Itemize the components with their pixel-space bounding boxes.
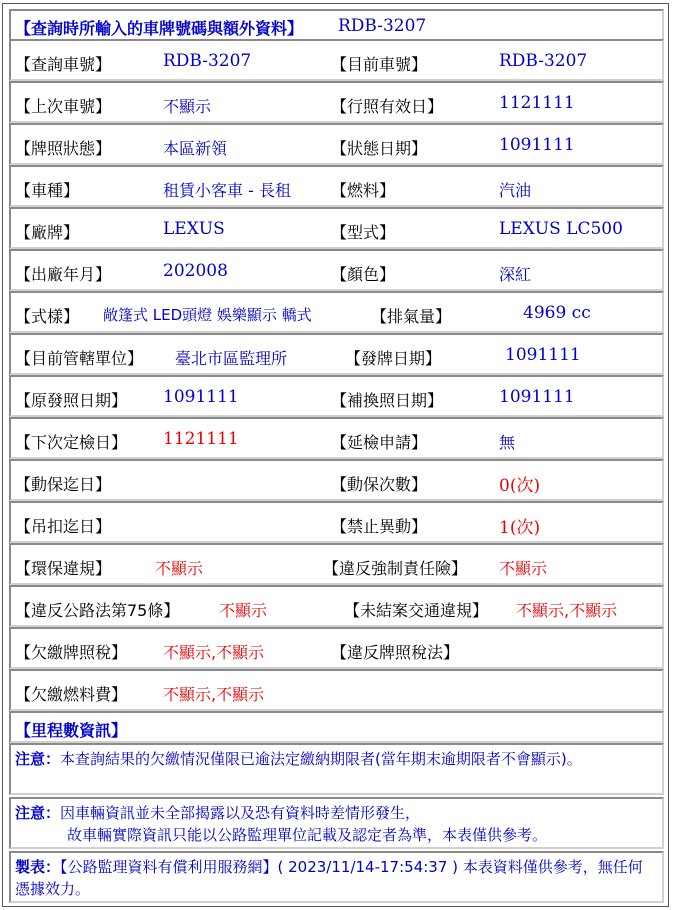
label-prev-plate: 【上次車號】 [15, 97, 112, 116]
value-style: 敞篷式 LED頭燈 娛樂顯示 轎式 [103, 306, 312, 324]
value-reissue-date: 1091111 [499, 387, 575, 407]
label-inspection-extension: 【延檢申請】 [331, 433, 428, 452]
value-inspection-extension: 無 [499, 433, 516, 452]
label-next-inspection: 【下次定檢日】 [15, 433, 128, 452]
report-footer [9, 851, 664, 903]
value-manufacture-date: 202008 [163, 261, 228, 281]
label-plate-status: 【牌照狀態】 [15, 139, 112, 158]
label-vehicle-type: 【車種】 [15, 181, 80, 200]
label-model: 【型式】 [331, 223, 396, 242]
footer-body: 【公路監理資料有償利用服務網】( 2023/11/14-17:54:37 ) 本表資料僅供參考，無任何憑據效力。 [15, 858, 643, 898]
label-unpaid-fuel-fee: 【欠繳燃料費】 [15, 685, 128, 704]
value-color: 深紅 [499, 265, 532, 284]
row-suspension [9, 501, 664, 543]
label-orig-issue-date: 【原發照日期】 [15, 391, 128, 410]
label-current-plate: 【目前車號】 [331, 55, 428, 74]
label-chattel-count: 【動保次數】 [331, 475, 428, 494]
header-title: 【查詢時所輸入的車牌號碼與額外資料】 [15, 19, 304, 38]
label-style: 【式樣】 [15, 307, 80, 326]
value-license-valid: 1121111 [499, 93, 575, 113]
value-current-plate: RDB-3207 [499, 51, 588, 71]
label-brand: 【廠牌】 [15, 223, 80, 242]
label-unpaid-plate-tax: 【欠繳牌照稅】 [15, 643, 128, 662]
value-prev-plate: 不顯示 [163, 97, 212, 116]
header-plate: RDB-3207 [338, 16, 427, 36]
label-highway-act-violation: 【違反公路法第75條】 [15, 601, 180, 620]
mileage-title: 【里程數資訊】 [15, 721, 128, 740]
label-suspension-end: 【吊扣迄日】 [15, 517, 112, 536]
label-color: 【顏色】 [331, 265, 396, 284]
row-prev-plate [9, 81, 664, 123]
note-overdue-key: 注意： [15, 750, 61, 768]
value-status-date: 1091111 [499, 135, 575, 155]
note-disclaimer-text [15, 802, 655, 846]
footer-key: 製表： [15, 858, 61, 876]
value-unpaid-fuel-fee: 不顯示,不顯示 [163, 685, 265, 704]
mileage-section [9, 711, 664, 743]
label-status-date: 【狀態日期】 [331, 139, 428, 158]
value-vehicle-type: 租賃小客車 - 長租 [163, 181, 291, 200]
row-manufacture [9, 249, 664, 291]
label-unsettled-traffic: 【未結案交通違規】 [344, 601, 489, 620]
row-plate-status [9, 123, 664, 165]
report-container [2, 3, 669, 907]
label-jurisdiction: 【目前管轄單位】 [15, 349, 144, 368]
row-fuel-fee [9, 669, 664, 711]
note-disclaimer-line2: 故車輛實際資訊只能以公路監理單位記載及認定者為準，本表僅供參考。 [67, 826, 548, 844]
row-style [9, 291, 664, 333]
value-highway-act-violation: 不顯示 [219, 601, 268, 620]
note-overdue [9, 743, 664, 795]
value-jurisdiction: 臺北市區監理所 [175, 349, 288, 368]
value-orig-issue-date: 1091111 [163, 387, 239, 407]
label-manufacture-date: 【出廠年月】 [15, 265, 112, 284]
label-fuel: 【燃料】 [331, 181, 396, 200]
value-insurance-violation: 不顯示 [499, 559, 548, 578]
note-disclaimer-line1: 因車輛資訊並未全部揭露以及恐有資料時差情形發生， [60, 804, 421, 822]
label-displacement: 【排氣量】 [371, 307, 452, 326]
query-header [9, 9, 664, 41]
value-plate-status: 本區新領 [163, 139, 228, 158]
label-chattel-end: 【動保迄日】 [15, 475, 112, 494]
label-insurance-violation: 【違反強制責任險】 [323, 559, 468, 578]
label-env-violation: 【環保違規】 [15, 559, 112, 578]
value-query-plate: RDB-3207 [163, 51, 252, 71]
value-brand: LEXUS [163, 219, 225, 239]
label-license-valid: 【行照有效日】 [331, 97, 444, 116]
row-chattel [9, 459, 664, 501]
row-inspection [9, 417, 664, 459]
row-plate [9, 39, 664, 81]
row-highway-violation [9, 585, 664, 627]
value-unsettled-traffic: 不顯示,不顯示 [516, 601, 618, 620]
value-issue-date: 1091111 [505, 345, 581, 365]
row-brand [9, 207, 664, 249]
row-plate-tax [9, 627, 664, 669]
row-jurisdiction [9, 333, 664, 375]
value-env-violation: 不顯示 [155, 559, 204, 578]
row-env-violation [9, 543, 664, 585]
footer-text [15, 856, 655, 900]
note-disclaimer [9, 797, 664, 849]
row-vehicle-type [9, 165, 664, 207]
value-transfer-ban: 1(次) [499, 518, 541, 538]
value-unpaid-plate-tax: 不顯示,不顯示 [163, 643, 265, 662]
value-chattel-count: 0(次) [499, 476, 541, 496]
label-plate-tax-violation: 【違反牌照稅法】 [331, 643, 460, 662]
label-query-plate: 【查詢車號】 [15, 55, 112, 74]
row-orig-issue [9, 375, 664, 417]
note-disclaimer-key: 注意： [15, 804, 61, 822]
value-fuel: 汽油 [499, 181, 532, 200]
label-issue-date: 【發牌日期】 [345, 349, 442, 368]
value-displacement: 4969 cc [523, 303, 591, 323]
value-model: LEXUS LC500 [499, 219, 623, 239]
label-transfer-ban: 【禁止異動】 [331, 517, 428, 536]
note-overdue-text [15, 748, 655, 770]
value-next-inspection: 1121111 [163, 429, 239, 449]
label-reissue-date: 【補換照日期】 [331, 391, 444, 410]
note-overdue-body: 本查詢結果的欠繳情況僅限已逾法定繳納期限者(當年期末逾期限者不會顯示)。 [60, 750, 582, 768]
